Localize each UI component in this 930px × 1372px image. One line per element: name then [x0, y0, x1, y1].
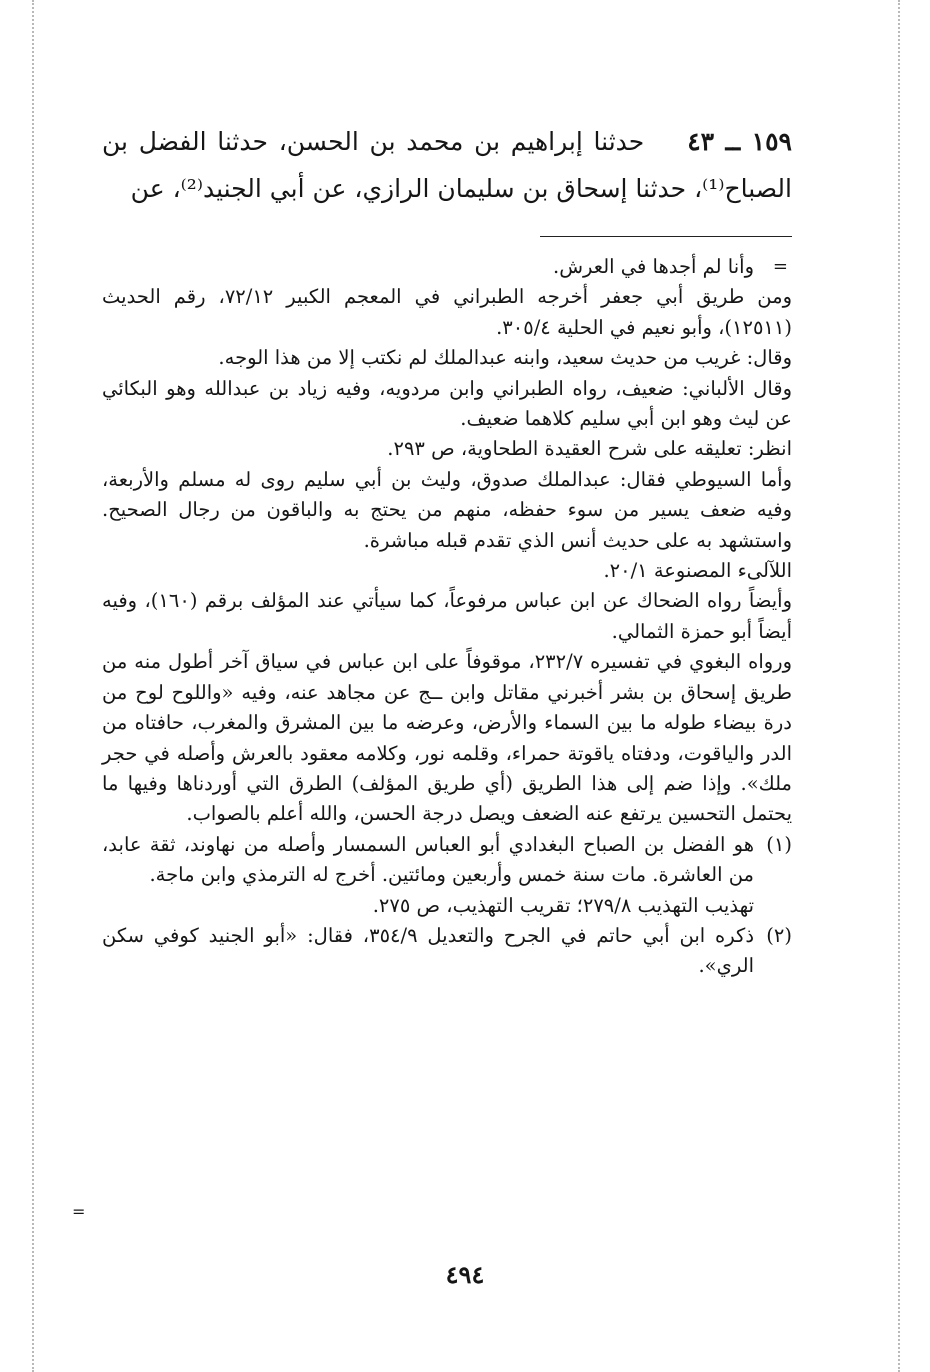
note-paragraph: = وأنا لم أجدها في العرش.: [102, 252, 792, 282]
footnote-number: (١): [766, 832, 792, 856]
left-scan-edge: [32, 0, 34, 1372]
footnote-separator: [540, 236, 792, 237]
right-scan-edge: [898, 0, 900, 1372]
note-paragraph: ومن طريق أبي جعفر أخرجه الطبراني في المعجم الكبير ٧٢/١٢، رقم الحديث (١٢٥١١)، وأبو نعيم في الحلية ٣٠٥/٤.: [102, 285, 792, 339]
note-paragraph: وأما السيوطي فقال: عبدالملك صدوق، وليث بن أبي سليم روى له مسلم والأربعة، وفيه ضعف يسير من سوء حفظه، منهم من يحتج به والباقون من رجال الصحيح. واستشهد به على حديث أنس الذي تقدم قبله مباشرة.: [102, 467, 792, 552]
footnote-reference: تهذيب التهذيب ٢٧٩/٨؛ تقريب التهذيب، ص ٢٧٥.: [372, 893, 754, 917]
note-paragraph: اللآلىء المصنوعة ٢٠/١.: [603, 559, 792, 583]
footnote-1: [102, 830, 792, 921]
footnote-2: [102, 921, 792, 982]
note-paragraph: ورواه البغوي في تفسيره ٢٣٢/٧، موقوفاً على ابن عباس في سياق آخر أطول منه من طريق إسحاق بن بشر أخبرني مقاتل وابن ــج عن مجاهد عنه، وفيه «واللوح لوح من درة بيضاء طوله ما بين السماء والأرض، وعرضه ما بين المشرق والمغرب، حافتاه من الدر والياقوت، ودفتاه ياقوتة حمراء، وقلمه نور، وكلامه معقود بالعرش وأصله في حجر ملك». وإذا ضم إلى هذا الطريق (أي طريق المؤلف) الطرق التي أوردناها وفيها ما يحتمل التحسين يرتفع عنه الضعف ويصل درجة الحسن، والله أعلم بالصواب.: [102, 650, 792, 826]
continuation-marker: =: [772, 256, 788, 277]
hadith-text: حدثنا إبراهيم بن محمد بن الحسن، حدثنا الفضل بن الصباح⁽¹⁾، حدثنا إسحاق بن سليمان الرازي، عن أبي الجنيد⁽²⁾، عن: [102, 127, 792, 203]
note-paragraph: وأيضاً رواه الضحاك عن ابن عباس مرفوعاً، كما سيأتي عند المؤلف برقم (١٦٠)، وفيه أيضاً أبو حمزة الثمالي.: [102, 589, 792, 643]
footnote-number: (٢): [766, 923, 792, 947]
hadith-number: ١٥٩ ــ ٤٣: [687, 127, 792, 156]
hadith-text-block: [102, 118, 792, 212]
footnote-text: هو الفضل بن الصباح البغدادي أبو العباس السمسار وأصله من نهاوند، ثقة عابد، من العاشرة. مات سنة خمس وأربعين ومائتين. أخرج له الترمذي وابن ماجة.: [102, 832, 754, 887]
note-paragraph: وقال الألباني: ضعيف، رواه الطبراني وابن مردويه، وفيه زياد بن عبدالله وهو البكائي عن ليث وهو ابن أبي سليم كلاهما ضعيف.: [102, 376, 792, 431]
trailing-continuation-marker: =: [72, 1202, 86, 1221]
note-paragraph: وقال: غريب من حديث سعيد، وابنه عبدالملك لم نكتب إلا من هذا الوجه.: [218, 346, 792, 370]
footnotes-area: [102, 252, 792, 982]
page-number: ٤٩٤: [445, 1260, 485, 1289]
footnote-text: ذكره ابن أبي حاتم في الجرح والتعديل ٣٥٤/٩، فقال: «أبو الجنيد كوفي سكن الري».: [102, 923, 754, 978]
note-paragraph: انظر: تعليقه على شرح العقيدة الطحاوية، ص ٢٩٣.: [387, 437, 792, 461]
